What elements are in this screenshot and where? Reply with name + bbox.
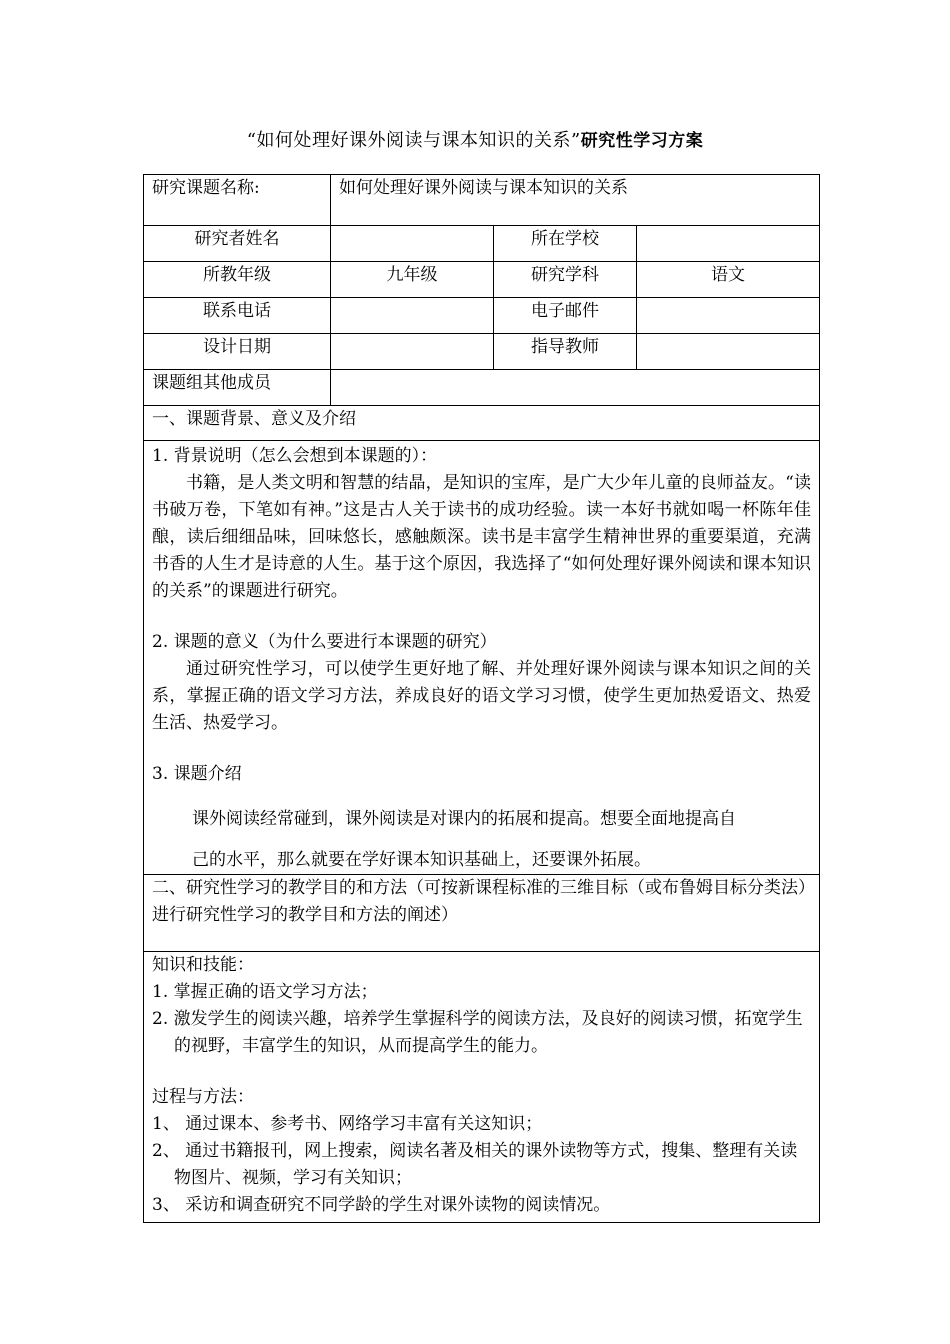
section1-body <box>144 441 820 875</box>
members-label: 课题组其他成员 <box>144 370 331 406</box>
researcher-row <box>144 226 820 262</box>
members-value <box>331 370 820 406</box>
section1-heading-row <box>144 406 820 441</box>
members-row <box>144 370 820 406</box>
teacher-value <box>637 334 820 370</box>
topic-label: 研究课题名称: <box>144 175 331 226</box>
title-suffix: 研究性学习方案 <box>580 131 704 151</box>
knowledge-title: 知识和技能： <box>152 955 254 975</box>
section2-body <box>144 952 820 1223</box>
page-title <box>0 126 950 152</box>
phone-label: 联系电话 <box>144 298 331 334</box>
title-quoted: “如何处理好课外阅读与课本知识的关系” <box>246 130 581 151</box>
background-title: 1. 背景说明（怎么会想到本课题的）： <box>152 446 438 466</box>
section1-body-row <box>144 441 820 875</box>
school-label: 所在学校 <box>494 226 637 262</box>
background-text: 书籍，是人类文明和智慧的结晶，是知识的宝库，是广大少年儿童的良师益友。“读书破万卷，下笔如有神。”这是古人关于读书的成功经验。读一本好书就如喝一杯陈年佳酿，读后细细品味，回味悠长，感触颇深。读书是丰富学生精神世界的重要渠道，充满书香的人生才是诗意的人生。基于这个原因，我选择了“如何处理好课外阅读和课本知识的关系”的课题进行研究。 <box>152 473 811 601</box>
process-item-2: 2、 通过书籍报刊，网上搜索，阅读名著及相关的课外读物等方式，搜集、整理有关读物图片、视频，学习有关知识； <box>152 1141 798 1188</box>
researcher-value <box>331 226 494 262</box>
section2-heading-row <box>144 875 820 952</box>
school-value <box>637 226 820 262</box>
intro-line-2: 己的水平，那么就要在学好课本知识基础上，还要课外拓展。 <box>192 850 651 870</box>
email-value <box>637 298 820 334</box>
phone-value <box>331 298 494 334</box>
date-value <box>331 334 494 370</box>
grade-value: 九年级 <box>331 262 494 298</box>
grade-row <box>144 262 820 298</box>
researcher-label: 研究者姓名 <box>144 226 331 262</box>
process-item-1: 1、 通过课本、参考书、网络学习丰富有关这知识； <box>152 1114 543 1134</box>
email-label: 电子邮件 <box>494 298 637 334</box>
meaning-title: 2. 课题的意义（为什么要进行本课题的研究） <box>152 632 497 652</box>
section2-heading: 二、研究性学习的教学目的和方法（可按新课程标准的三维目标（或布鲁姆目标分类法）进行研究性学习的教学目和方法的阐述） <box>144 875 820 952</box>
phone-row <box>144 298 820 334</box>
teacher-label: 指导教师 <box>494 334 637 370</box>
date-row <box>144 334 820 370</box>
subject-value: 语文 <box>637 262 820 298</box>
process-item-3: 3、 采访和调查研究不同学龄的学生对课外读物的阅读情况。 <box>152 1195 611 1215</box>
topic-row <box>144 175 820 226</box>
grade-label: 所教年级 <box>144 262 331 298</box>
meaning-text: 通过研究性学习，可以使学生更好地了解、并处理好课外阅读与课本知识之间的关系，掌握正确的语文学习方法，养成良好的语文学习习惯，使学生更加热爱语文、热爱生活、热爱学习。 <box>152 659 811 733</box>
process-title: 过程与方法： <box>152 1087 254 1107</box>
date-label: 设计日期 <box>144 334 331 370</box>
intro-line-1: 课外阅读经常碰到，课外阅读是对课内的拓展和提高。想要全面地提高自 <box>192 809 736 829</box>
section1-heading: 一、课题背景、意义及介绍 <box>144 406 820 441</box>
section2-body-row <box>144 952 820 1223</box>
intro-title: 3. 课题介绍 <box>152 764 242 784</box>
subject-label: 研究学科 <box>494 262 637 298</box>
topic-value: 如何处理好课外阅读与课本知识的关系 <box>331 175 820 226</box>
knowledge-item-2: 2. 激发学生的阅读兴趣，培养学生掌握科学的阅读方法，及良好的阅读习惯，拓宽学生的视野，丰富学生的知识，从而提高学生的能力。 <box>152 1009 803 1056</box>
knowledge-item-1: 1. 掌握正确的语文学习方法； <box>152 982 378 1002</box>
plan-table <box>143 174 820 1223</box>
